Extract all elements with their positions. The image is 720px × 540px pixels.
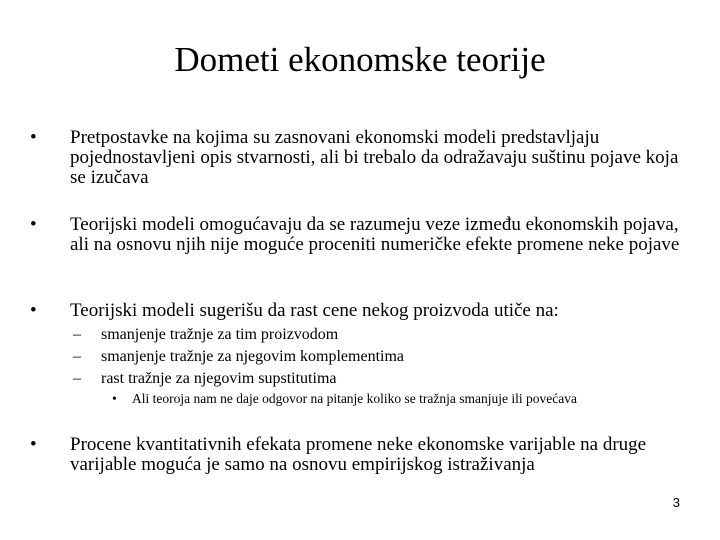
bullet-item-3 <box>30 301 690 321</box>
sub-item-text: rast tražnje za njegovim supstitutima <box>101 370 337 387</box>
bullet-text: Pretpostavke na kojima su zasnovani ekonomski modeli predstavljaju pojednostavljeni opis stvarnosti, ali bi trebalo da odražavaju suštinu pojave koja se izučava <box>70 127 679 188</box>
sub-sub-item <box>112 391 712 407</box>
sub-item-text: smanjenje tražnje za tim proizvodom <box>101 326 339 343</box>
slide-title: Dometi ekonomske teorije <box>174 40 546 79</box>
sub-item-1 <box>73 324 693 345</box>
sub-item-text: smanjenje tražnje za njegovim komplementima <box>101 348 405 365</box>
bullet-text: Procene kvantitativnih efekata promene neke ekonomske varijable na druge varijable moguća je samo na osnovu empirijskog istraživanja <box>70 434 647 475</box>
bullet-text: Teorijski modeli sugerišu da rast cene nekog proizvoda utiče na: <box>70 300 559 321</box>
bullet-marker: • <box>30 214 37 235</box>
dash-marker: – <box>73 326 81 343</box>
bullet-marker: • <box>30 127 37 148</box>
bullet-item-4 <box>30 435 690 475</box>
page-number: 3 <box>672 495 680 510</box>
bullet-marker: • <box>30 434 37 455</box>
sub-item-3 <box>73 368 693 389</box>
bullet-text: Teorijski modeli omogućavaju da se razumeju veze između ekonomskih pojava, ali na osnovu njih nije moguće proceniti numeričke efekte promene neke pojave <box>70 214 680 255</box>
dash-marker: – <box>73 348 81 365</box>
bullet-item-1 <box>30 128 690 188</box>
bullet-marker: • <box>112 391 117 406</box>
sub-item-2 <box>73 346 693 367</box>
bullet-item-2 <box>30 215 690 255</box>
sub-sub-item-text: Ali teoroja nam ne daje odgovor na pitanje koliko se tražnja smanjuje ili povećava <box>132 391 577 406</box>
dash-marker: – <box>73 370 81 387</box>
bullet-marker: • <box>30 300 37 321</box>
